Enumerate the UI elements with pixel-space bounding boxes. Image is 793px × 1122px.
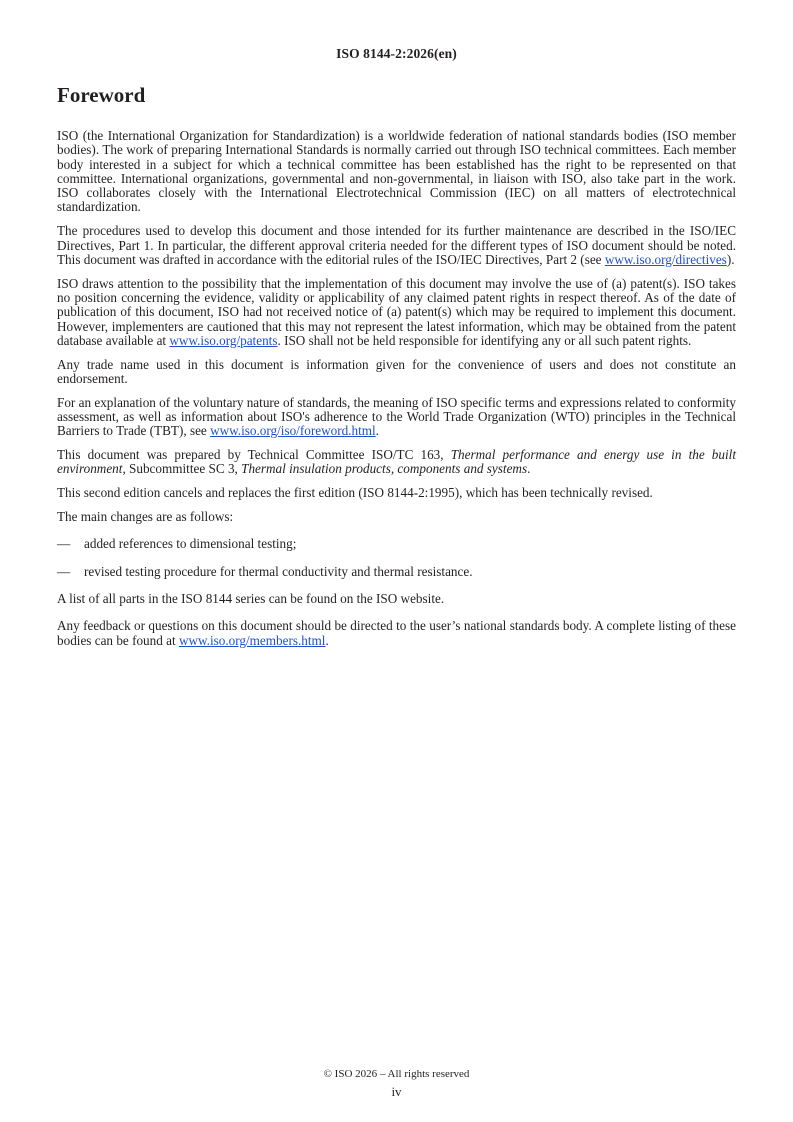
paragraph-text: . <box>527 461 531 477</box>
directives-link[interactable]: www.iso.org/directives <box>604 251 727 267</box>
paragraph-text: . <box>375 423 379 439</box>
paragraph-iso-overview: ISO (the International Organization for Standardization) is a worldwide federation of national standards bodies (ISO member bodies). The work of preparing International Standards is normally carried out through ISO technical committees. Each member body interested in a subject for which a technical committee has been established has the right to be represented on that committee. International organizations, governmental and non-governmental, in liaison with ISO, also take part in the work. ISO collaborates closely with the International Electrotechnical Commission (IEC) on all matters of electrotechnical standardization. <box>57 128 736 215</box>
section-title: Foreword <box>57 83 146 107</box>
list-item <box>57 537 736 551</box>
paragraph-text: This document was prepared by Technical Committee ISO/TC 163, <box>57 447 451 463</box>
members-link[interactable]: www.iso.org/members.html <box>178 632 326 648</box>
copyright-footer: © ISO 2026 – All rights reserved <box>323 1068 470 1080</box>
paragraph-text: . ISO shall not be held responsible for identifying any or all such patent rights. <box>277 332 692 348</box>
paragraph-feedback <box>57 619 736 648</box>
dash-bullet: — <box>57 563 71 579</box>
paragraph-committee <box>57 448 736 477</box>
dash-bullet: — <box>57 536 71 552</box>
patents-link[interactable]: www.iso.org/patents <box>169 332 278 348</box>
list-item-text: added references to dimensional testing; <box>84 536 297 552</box>
paragraph-trade-name: Any trade name used in this document is information given for the convenience of users and does not constitute an endorsement. <box>57 356 736 386</box>
paragraph-text: ISO draws attention to the possibility that the implementation of this document may involve the use of (a) patent(s). ISO takes no position concerning the evidence, validity or applicability of any claimed patent rights in respect thereof. As of the date of publication of this document, ISO had not received notice of (a) patent(s) which may be required to implement this document. However, implementers are cautioned that this may not represent the latest information, which may be obtained from the patent database available at <box>57 275 736 348</box>
document-id-header: ISO 8144-2:2026(en) <box>336 46 457 61</box>
paragraph-text: . <box>325 632 329 648</box>
paragraph-procedures <box>57 224 736 267</box>
paragraph-text: The procedures used to develop this document and those intended for its further maintenance are described in the ISO/IEC Directives, Part 1. In particular, the different approval criteria needed for the different types of ISO document should be noted. This document was drafted in accordance with the editorial rules of the ISO/IEC Directives, Part 2 (see <box>57 223 736 267</box>
paragraph-series-list: A list of all parts in the ISO 8144 series can be found on the ISO website. <box>57 590 445 606</box>
paragraph-text: Any feedback or questions on this document should be directed to the user’s national standards body. A complete listing of these bodies can be found at <box>57 618 736 648</box>
subcommittee-title: Thermal insulation products, components and systems <box>241 461 528 477</box>
foreword-body <box>57 129 736 657</box>
foreword-link[interactable]: www.iso.org/iso/foreword.html <box>210 423 376 439</box>
paragraph-patents <box>57 277 736 348</box>
paragraph-text: ). <box>726 251 735 267</box>
paragraph-text: For an explanation of the voluntary nature of standards, the meaning of ISO specific terms and expressions related to conformity assessment, as well as information about ISO's adherence to the World Trade Organization (WTO) principles in the Technical Barriers to Trade (TBT), see <box>57 394 736 439</box>
list-item <box>57 565 736 579</box>
list-item-text: revised testing procedure for thermal conductivity and thermal resistance. <box>84 563 473 579</box>
paragraph-voluntary-nature <box>57 396 736 439</box>
page-number: iv <box>391 1084 402 1099</box>
paragraph-main-changes: The main changes are as follows: <box>57 509 234 525</box>
paragraph-edition: This second edition cancels and replaces the first edition (ISO 8144-2:1995), which has been technically revised. <box>57 485 653 501</box>
paragraph-text: , Subcommittee SC 3, <box>122 461 242 477</box>
committee-title: Thermal performance and energy use in the built environment <box>57 447 736 477</box>
